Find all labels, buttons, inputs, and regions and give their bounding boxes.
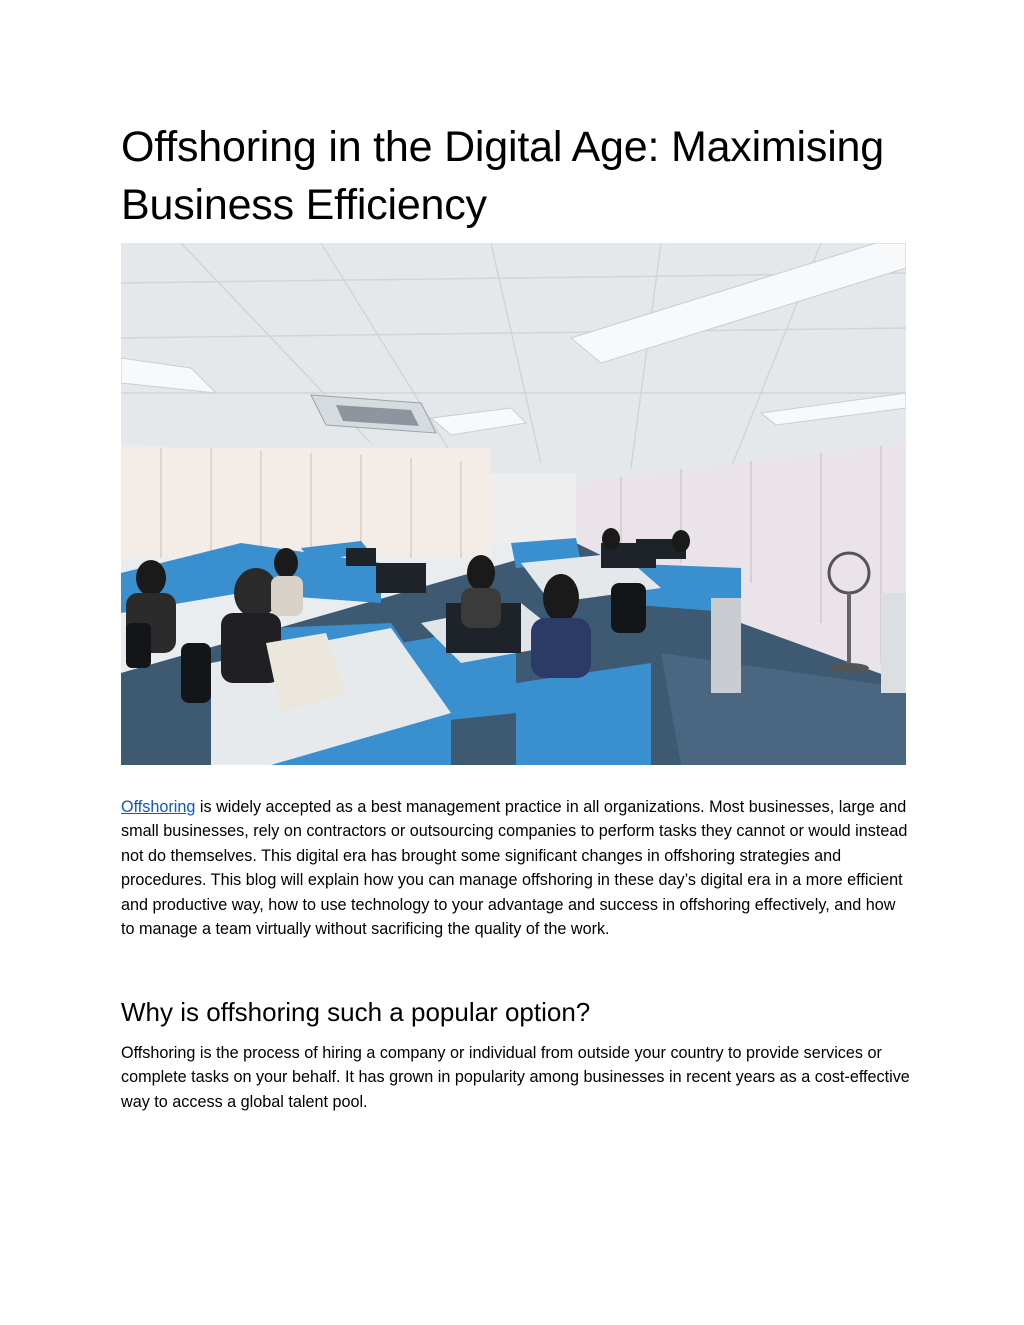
intro-text: is widely accepted as a best management practice in all organizations. Most businesses, large and small businesses, rely on contractors or outsourcing companies to perform tasks they cannot or would instead not do themselves. This digital era has brought some significant changes in offshoring strategies and procedures. This blog will explain how you can manage offshoring in these day’s digital era in a more efficient and productive way, how to use technology to your advantage and success in offshoring effectively, and how to manage a team virtually without sacrificing the quality of the work. <box>121 798 908 939</box>
section-heading: Why is offshoring such a popular option? <box>121 997 591 1027</box>
office-photo <box>121 243 906 765</box>
page-title: Offshoring in the Digital Age: Maximising Business Efficiency <box>121 123 884 229</box>
section-paragraph: Offshoring is the process of hiring a company or individual from outside your country to provide services or complete tasks on your behalf. It has grown in popularity among businesses in recent years as a cost-effective way to access a global talent pool. <box>121 1044 910 1111</box>
offshoring-link[interactable]: Offshoring <box>121 798 196 816</box>
intro-paragraph <box>121 795 911 941</box>
